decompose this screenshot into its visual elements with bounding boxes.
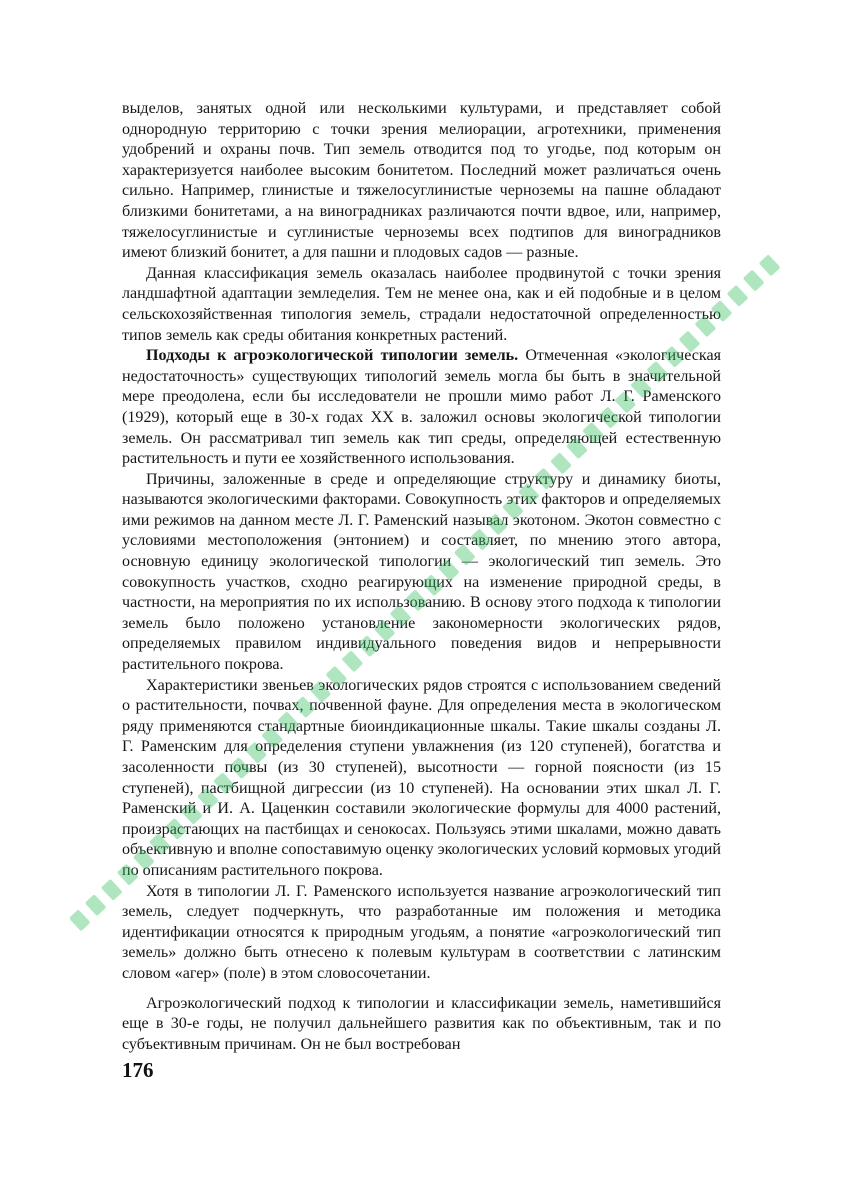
watermark-block xyxy=(85,894,107,916)
paragraph-3 xyxy=(122,346,721,470)
watermark-block xyxy=(101,879,123,901)
watermark-block xyxy=(759,255,781,276)
watermark-block xyxy=(70,909,91,931)
watermark-block xyxy=(727,285,749,307)
section-heading: Подходы к агроэкологической типологии земель. xyxy=(146,347,519,365)
paragraph-2: Данная классификация земель оказалась наиболее продвинутой с точки зрения ландшафтной адаптации земледелия. Тем не менее она, как и ей подобные и в целом сельскохозяйственная типология земель, страдали недостаточной определенностью типов земель как среды обитания конкретных растений. xyxy=(122,264,721,344)
paragraph-6: Хотя в типологии Л. Г. Раменского используется название агроэкологический тип земель, следует подчеркнуть, что разработанные им положения и методика идентификации относятся к природным угодьям, а понятие «агроэкологический тип земель» должно быть отнесено к полевым культурам в соответствии с латинским словом «агер» (поле) в этом словосочетании. xyxy=(122,882,721,982)
paragraph-1: выделов, занятых одной или несколькими культурами, и представляет собой однородную территорию с точки зрения мелиорации, агротехники, применения удобрений и охраны почв. Тип земель отводится под то угодье, под которым он характеризуется наиболее высоким бонитетом. Последний может различаться очень сильно. Например, глинистые и тяжелосуглинистые черноземы на пашне обладают близкими бонитетами, а на виноградниках различаются почти вдвое, или, например, тяжелосуглинистые и суглинистые черноземы всех подтипов для виноградников имеют близкий бонитет, а для пашни и плодовых садов — разные. xyxy=(122,100,721,262)
paragraph-7: Агроэкологический подход к типологии и классификации земель, наметившийся еще в 30-е годы, не получил дальнейшего развития как по объективным, так и по субъективным причинам. Он не был востребован xyxy=(122,994,721,1053)
paragraph-3-text: Отмеченная «экологическая недостаточность» существующих типологий земель могла бы быть в значительной мере преодолена, если бы исследователи не прошли мимо работ Л. Г. Раменского (1929), который еще в 30-х годах XX в. заложил основы экологической типологии земель. Он рассматривал тип земель как тип среды, определяющей естественную растительность и пути ее хозяйственного использования. xyxy=(122,347,721,468)
body-text xyxy=(122,99,721,1055)
paragraph-5: Характеристики звеньев экологических рядов строятся с использованием сведений о растительности, почвах, почвенной фауне. Для определения места в экологическом ряду применяются стандартные биоиндикационные шкалы. Такие шкалы созданы Л. Г. Раменским для определения ступени увлажнения (из 120 ступеней), богатства и засоленности почвы (из 30 ступеней), высотности — горной поясности (из 15 ступеней), пастбищной дигрессии (из 10 ступеней). На основании этих шкал Л. Г. Раменский и И. А. Цаценкин составили экологические формулы для 4000 растений, произрастающих на пастбищах и сенокосах. Пользуясь этими шкалами, можно давать объективную и вполне сопоставимую оценку экологических условий кормовых угодий по описаниям растительного покрова. xyxy=(122,676,721,879)
page-number: 176 xyxy=(122,1058,154,1082)
watermark-block xyxy=(743,270,765,292)
paragraph-4: Причины, заложенные в среде и определяющие структуру и динамику биоты, называются экологическими факторами. Совокупность этих факторов и определяемых ими режимов на данном месте Л. Г. Раменский называл экотоном. Экотон совместно с условиями местоположения (энтонием) и составляет, по мнению этого автора, основную единицу экологической типологии — экологический тип земель. Это совокупность участков, сходно реагирующих на изменение природной среды, в частности, на мероприятия по их использованию. В основу этого подхода к типологии земель было положено установление закономерности экологических рядов, определяемых правилом индивидуального поведения видов и непрерывности растительного покрова. xyxy=(122,470,721,674)
